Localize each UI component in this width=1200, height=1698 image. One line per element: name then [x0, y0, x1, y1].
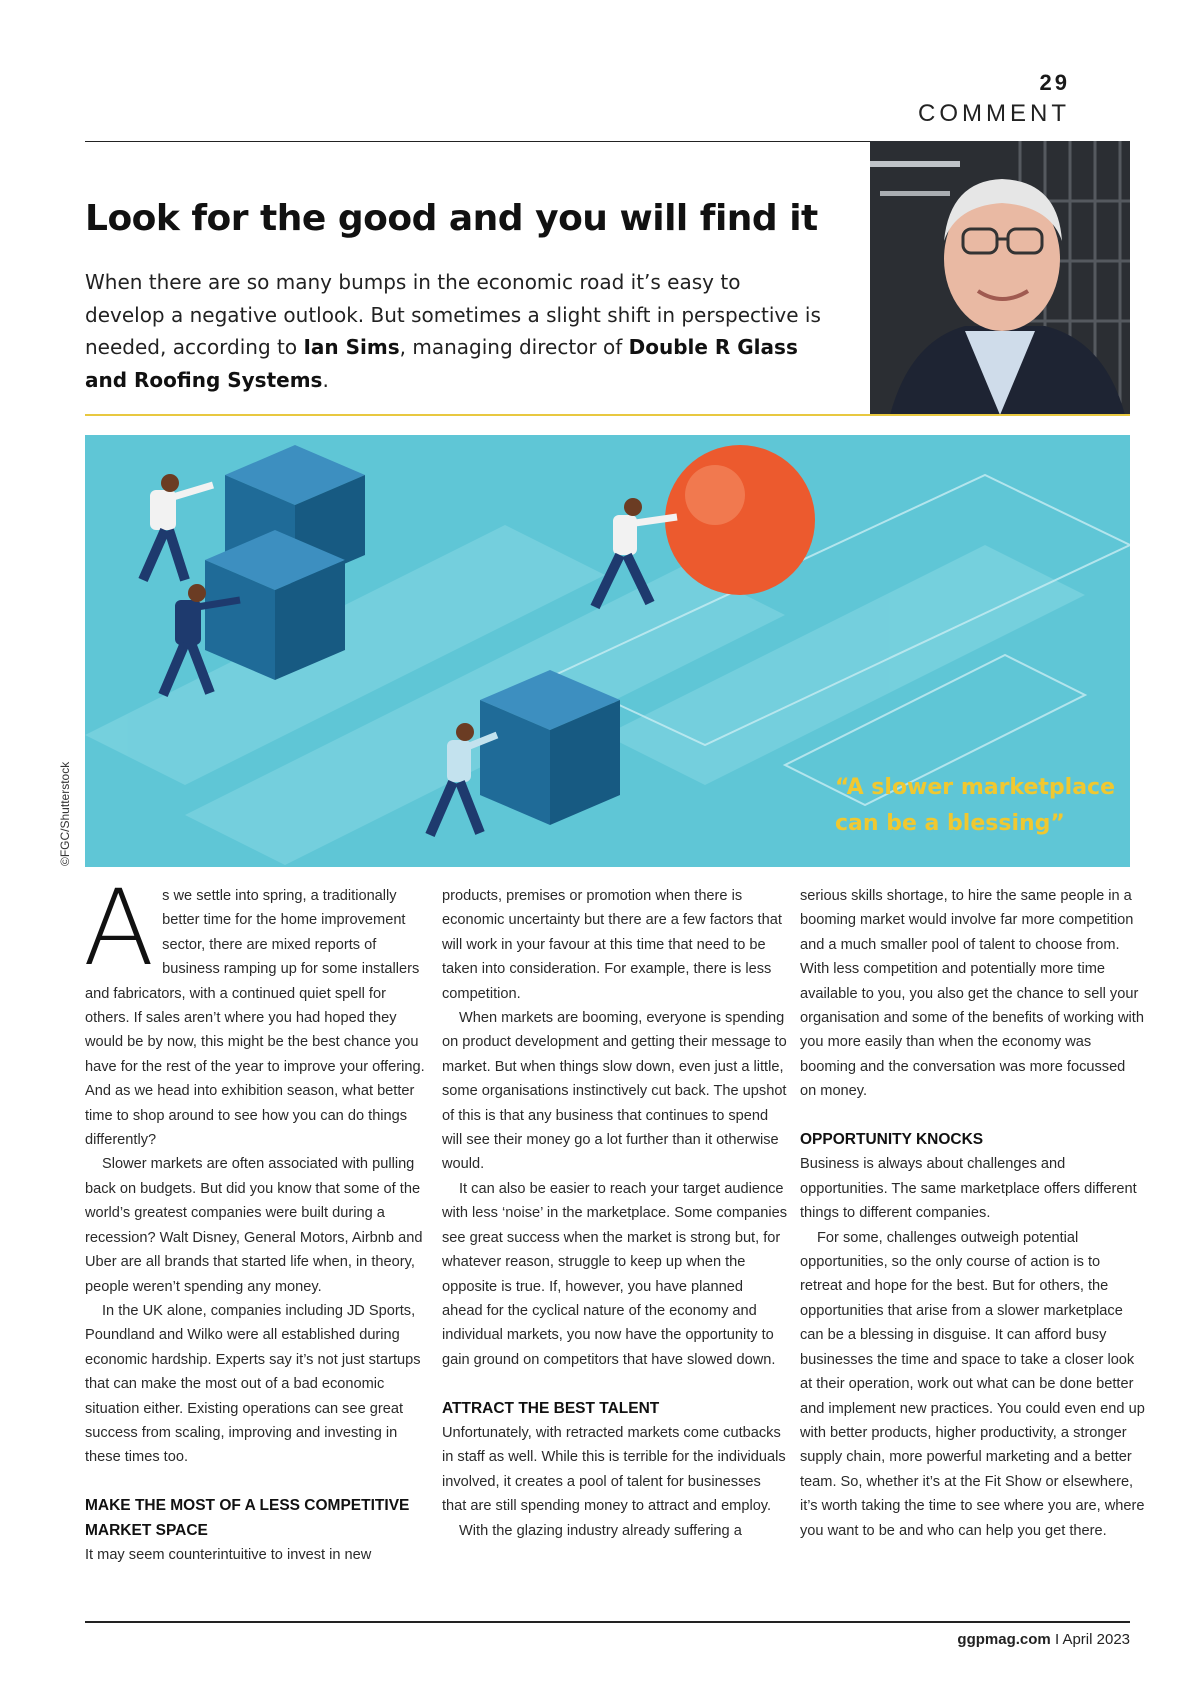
- article-standfirst: [85, 266, 825, 396]
- page-number: 29: [1039, 70, 1070, 95]
- section-label: COMMENT: [918, 100, 1070, 127]
- standfirst-text-1: When there are so many bumps in the economic road it’s easy to develop a negative outlook. But sometimes a slight shift in perspective is needed, according to: [85, 270, 821, 359]
- article-headline: Look for the good and you will find it: [85, 198, 818, 239]
- standfirst-text-3: .: [322, 367, 329, 392]
- paragraph: For some, challenges outweigh potential opportunities, so the only course of action is to retreat and hope for the best. But for others, the opportunities that arise from a slower marketplace can be a blessing in disguise. It can afford busy businesses the time and space to take a closer look at their operation, work out what can be done better and implement new practices. You could even end up with better products, higher productivity, a stronger supply chain, more powerful marketing and a better team. So, whether it’s at the Fit Show or elsewhere, it’s worth taking the time to see where you are, where you want to be and who can help you get there.: [800, 1229, 1145, 1539]
- author-portrait: [870, 141, 1130, 415]
- company-name: Double R Glass and Roofing Systems: [85, 335, 798, 392]
- paragraph: Slower markets are often associated with pulling back on budgets. But did you know that some of the world’s greatest companies were built during a recession? Walt Disney, General Motors, Airbnb and Uber are all brands that started life when, in theory, people weren’t spending any money.: [85, 1156, 423, 1295]
- author-name: Ian Sims: [303, 335, 400, 359]
- article-column-2: [442, 884, 787, 1543]
- page-footer: [957, 1631, 1130, 1648]
- paragraph: Unfortunately, with retracted markets come cutbacks in staff as well. While this is terrible for the individuals involved, it creates a pool of talent for businesses that are still spending money to attract and employ.: [442, 1424, 786, 1515]
- standfirst-rule: [85, 414, 1130, 416]
- paragraph: It can also be easier to reach your target audience with less ‘noise’ in the marketplace. Some companies see great success when the market is strong but, for whatever reason, struggle to keep up when the opposite is true. If, however, you have planned ahead for the cyclical nature of the economy and individual markets, you now have the opportunity to gain ground on competitors that have slowed down.: [442, 1180, 788, 1368]
- subheading: MAKE THE MOST OF A LESS COMPETITIVE MARKET SPACE: [85, 1497, 410, 1539]
- paragraph: Business is always about challenges and opportunities. The same marketplace offers different things to different companies.: [800, 1156, 1137, 1222]
- subheading: ATTRACT THE BEST TALENT: [442, 1399, 660, 1417]
- paragraph: serious skills shortage, to hire the same people in a booming market would involve far more competition and a much smaller pool of talent to choose from. With less competition and potentially more time available to you, you also get the chance to sell your organisation and some of the benefits of working with you more easily than when the economy was booming and the conversation was more focussed on money.: [800, 888, 1144, 1100]
- footer-separator: I: [1054, 1631, 1060, 1648]
- drop-cap: A: [83, 867, 155, 989]
- article-column-1: [83, 867, 430, 1567]
- cube-3: [480, 670, 620, 825]
- footer-rule: [85, 1621, 1130, 1623]
- image-credit: ©FGC/Shutterstock: [58, 761, 72, 866]
- paragraph: s we settle into spring, a traditionally better time for the home improvement sector, there are mixed reports of business ramping up for some installers and fabricators, with a continued quiet spell for others. If sales aren’t where you had hoped they would be by now, this might be the best chance you have for the rest of the year to improve your offering. And as we head into exhibition season, what better time to shop around to see how you can do things differently?: [85, 888, 425, 1149]
- paragraph: In the UK alone, companies including JD Sports, Poundland and Wilko were all established during economic hardship. Experts say it’s not just startups that can make the most out of a bad economic situation either. Existing operations can see great success from scaling, improving and investing in these times too.: [85, 1302, 421, 1466]
- pull-quote: [835, 770, 1115, 842]
- footer-site: ggpmag.com: [957, 1631, 1051, 1648]
- pull-quote-line-2: can be a blessing”: [835, 811, 1065, 836]
- paragraph: products, premises or promotion when there is economic uncertainty but there are a few factors that will work in your favour at this time that need to be taken into consideration. For example, there is less competition.: [442, 888, 782, 1002]
- standfirst-text-2: , managing director of: [399, 335, 629, 359]
- pull-quote-line-1: “A slower marketplace: [835, 775, 1116, 800]
- paragraph: With the glazing industry already suffering a: [459, 1522, 742, 1539]
- article-column-3: [800, 884, 1145, 1543]
- subheading: OPPORTUNITY KNOCKS: [800, 1131, 984, 1149]
- header-rule: [85, 141, 870, 142]
- footer-issue: April 2023: [1062, 1631, 1130, 1648]
- paragraph: When markets are booming, everyone is spending on product development and getting their message to market. But when things slow down, even just a little, some organisations instinctively cut back. The upshot of this is that any business that continues to spend will see their money go a lot further than it otherwise would.: [442, 1010, 787, 1173]
- paragraph: It may seem counterintuitive to invest in new: [85, 1546, 372, 1563]
